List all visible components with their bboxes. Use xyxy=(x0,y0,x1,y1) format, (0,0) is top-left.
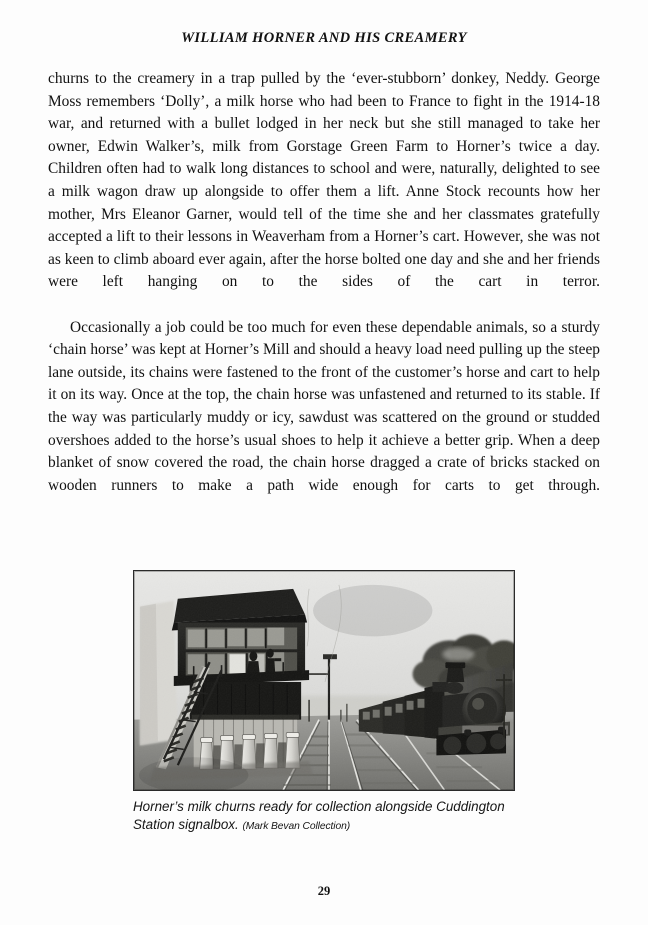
figure-caption-credit: (Mark Bevan Collection) xyxy=(242,820,351,832)
page-number: 29 xyxy=(317,884,331,898)
figure-caption-text: Horner’s milk churns ready for collection alongside Cuddington Station signalbox. xyxy=(133,799,505,832)
running-head: WILLIAM HORNER AND HIS CREAMERY xyxy=(181,30,467,46)
figure xyxy=(133,570,515,791)
paragraph-2: Occasionally a job could be too much for even these dependable animals, so a sturdy ‘chain horse’ was kept at Horner’s Mill and should a heavy load need pulling up the steep lane outside, its chains were fastened to the front of the customer’s horse and cart to help it on its way. Once at the top, the chain horse was unfastened and returned to its stable. If the way was particularly muddy or icy, sawdust was scattered on the ground or studded overshoes added to the horse’s usual shoes to help it achieve a better grip. When a deep blanket of snow covered the road, the chain horse dragged a crate of bricks stacked on wooden runners to make a path wide enough for carts to get through. xyxy=(48,318,600,494)
figure-caption xyxy=(133,798,533,835)
photograph-artwork xyxy=(134,571,514,790)
paragraph-1: churns to the creamery in a trap pulled by the ‘ever-stubborn’ donkey, Neddy. George Moss remembers ‘Dolly’, a milk horse who had been to France to fight in the 1914-18 war, and returned with a bullet lodged in her neck but she still managed to take her owner, Edwin Walker’s, milk from Gorstage Green Farm to Horner’s twice a day. Children often had to walk long distances to school and were, naturally, delighted to see a milk wagon draw up alongside to offer them a lift. Anne Stock recounts how her mother, Mrs Eleanor Garner, would tell of the time she and her classmates gratefully accepted a lift to their lessons in Weaverham from a Horner’s cart. However, she was not as keen to climb aboard ever again, after the horse bolted one day and she and her friends were left hanging on to the sides of the cart in terror. xyxy=(48,70,600,291)
photograph-signalbox xyxy=(133,570,515,791)
body-text-block xyxy=(48,68,600,520)
